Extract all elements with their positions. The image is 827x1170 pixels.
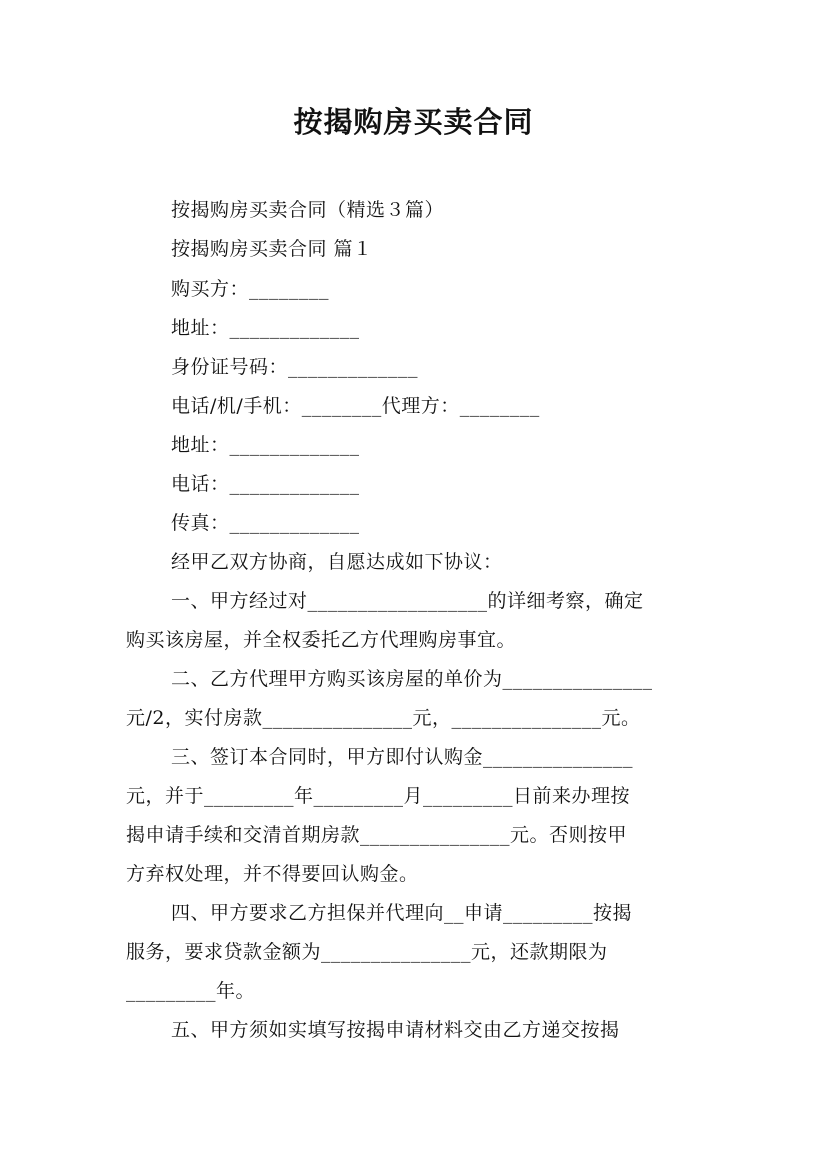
buyer-address-line: 地址：_____________: [171, 317, 360, 339]
clause-3-line-2: 元，并于_________年_________月_________日前来办理按: [126, 785, 631, 807]
clause-4-line-2: 服务，要求贷款金额为_______________元，还款期限为: [126, 941, 608, 963]
id-number-line: 身份证号码：_____________: [171, 356, 419, 378]
buyer-line: 购买方：________: [171, 278, 330, 300]
clause-5-line-1: 五、甲方须如实填写按揭申请材料交由乙方递交按揭: [171, 1019, 620, 1041]
clause-3-line-3: 揭申请手续和交清首期房款_______________元。否则按甲: [126, 824, 628, 846]
agent-phone-line: 电话：_____________: [171, 473, 360, 495]
clause-3-line-4: 方弃权处理，并不得要回认购金。: [126, 863, 419, 885]
phone-agent-line: 电话/机/手机：________代理方：________: [171, 395, 540, 417]
clause-2-line-1: 二、乙方代理甲方购买该房屋的单价为_______________: [171, 668, 653, 690]
clause-3-line-1: 三、签订本合同时，甲方即付认购金_______________: [171, 746, 634, 768]
clause-1-line-2: 购买该房屋，并全权委托乙方代理购房事宜。: [126, 629, 517, 651]
agent-address-line: 地址：_____________: [171, 434, 360, 456]
clause-4-line-3: _________年。: [126, 980, 256, 1002]
clause-4-line-1: 四、甲方要求乙方担保并代理向__申请_________按揭: [171, 902, 633, 924]
fax-line: 传真：_____________: [171, 512, 360, 534]
subtitle-line: 按揭购房买卖合同（精选３篇）: [171, 199, 445, 221]
section-heading-line: 按揭购房买卖合同 篇１: [171, 238, 373, 260]
clause-1-line-1: 一、甲方经过对__________________的详细考察，确定: [171, 590, 644, 612]
clause-2-line-2: 元/2，实付房款_______________元，_______________元。: [126, 707, 641, 729]
agreement-intro-line: 经甲乙双方协商，自愿达成如下协议：: [171, 551, 503, 573]
document-title: 按揭购房买卖合同: [293, 105, 534, 139]
